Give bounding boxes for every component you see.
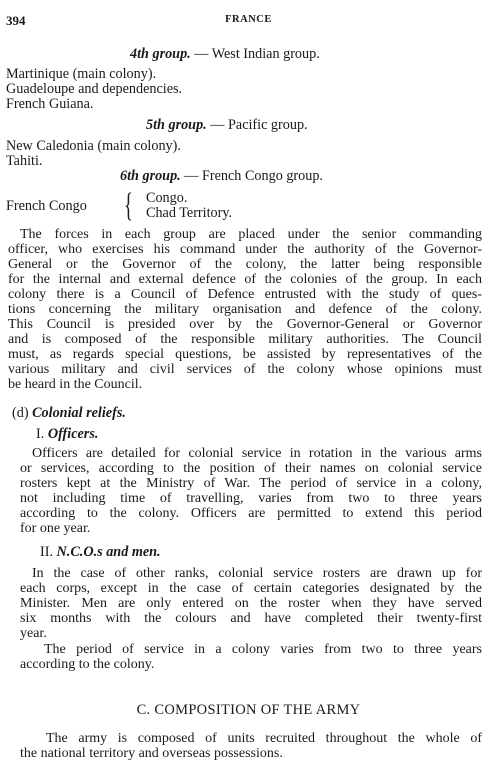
paragraph-line: General or the Governor of the colony, the latter being responsible bbox=[8, 257, 482, 272]
paragraph-line: for one year. bbox=[20, 521, 91, 536]
subsection-title: N.C.O.s and men. bbox=[56, 544, 161, 560]
paragraph-line: Officers are detailed for colonial service in rotation in the various arms bbox=[32, 446, 482, 461]
group4-heading-rest: — West Indian group. bbox=[190, 46, 320, 62]
section-c-title: C. COMPOSITION OF THE ARMY bbox=[136, 702, 361, 718]
running-title: FRANCE bbox=[225, 14, 272, 25]
paragraph-line: The army is composed of units recruited throughout the whole of bbox=[46, 731, 482, 746]
paragraph-line: for the internal and external defence of the colonies of the group. In each bbox=[8, 272, 482, 287]
paragraph-line: must, as regards special questions, be assisted by representatives of the bbox=[8, 347, 482, 362]
paragraph-line: each corps, except in the case of certain categories designated by the bbox=[20, 581, 482, 596]
group5-heading-rest: — Pacific group. bbox=[206, 117, 308, 133]
group5-heading-label: 5th group. bbox=[146, 117, 207, 133]
group6-item: Chad Territory. bbox=[146, 205, 233, 221]
group4-heading-label: 4th group. bbox=[130, 46, 191, 62]
group4-heading bbox=[130, 46, 320, 62]
subsection-numeral: II. bbox=[40, 544, 57, 560]
paragraph-line: or services, according to the position of their names on colonial service bbox=[20, 461, 482, 476]
group6-heading bbox=[120, 168, 323, 184]
paragraph-line: according to the colony. bbox=[20, 657, 155, 672]
page-number: 394 bbox=[6, 13, 26, 28]
paragraph-line: be heard in the Council. bbox=[8, 377, 143, 392]
paragraph-line: the national territory and overseas possessions. bbox=[20, 746, 283, 761]
group5-item: Tahiti. bbox=[6, 153, 43, 169]
paragraph-line: year. bbox=[20, 626, 47, 641]
group5-item: New Caledonia (main colony). bbox=[6, 138, 181, 154]
group6-heading-label: 6th group. bbox=[120, 168, 181, 184]
group4-item: Martinique (main colony). bbox=[6, 66, 157, 82]
group4-item: French Guiana. bbox=[6, 96, 94, 112]
group6-heading-rest: — French Congo group. bbox=[180, 168, 323, 184]
paragraph-line: The forces in each group are placed under the senior commanding bbox=[20, 227, 482, 242]
subsection-officers-heading bbox=[36, 426, 98, 442]
paragraph-line: not including time of travelling, varies from two to three years bbox=[20, 491, 482, 506]
paragraph-line: Minister. Men are only entered on the roster when they have served bbox=[20, 596, 482, 611]
paragraph-line: rosters kept at the Ministry of War. The period of service in a colony, bbox=[20, 476, 482, 491]
subsection-numeral: I. bbox=[36, 426, 48, 442]
paragraph-line: The period of service in a colony varies from two to three years bbox=[44, 642, 482, 657]
paragraph-line: and is composed of the responsible military authorities. The Council bbox=[8, 332, 482, 347]
paragraph-line: colony there is a Council of Defence entrusted with the study of ques- bbox=[8, 287, 482, 302]
paragraph-line: various military and civil services of the colony whose opinions must bbox=[8, 362, 482, 377]
paragraph-line: according to the colony. Officers are permitted to extend this period bbox=[20, 506, 482, 521]
subsection-ncos-heading bbox=[40, 544, 161, 560]
paragraph-line: This Council is presided over by the Governor-General or Governor bbox=[8, 317, 482, 332]
paragraph-line: officer, who exercises his command under the authority of the Governor- bbox=[8, 242, 482, 257]
running-head bbox=[0, 13, 497, 29]
group6-left-item: French Congo bbox=[6, 198, 87, 214]
paragraph-line: six months with the colours and have completed their twenty-first bbox=[20, 611, 482, 626]
section-d-heading bbox=[12, 405, 126, 421]
section-d-label: (d) bbox=[12, 405, 33, 421]
paragraph-line: In the case of other ranks, colonial service rosters are drawn up for bbox=[32, 566, 482, 581]
section-d-title: Colonial reliefs. bbox=[32, 405, 126, 421]
subsection-title: Officers. bbox=[47, 426, 99, 442]
group4-item: Guadeloupe and dependencies. bbox=[6, 81, 183, 97]
group6-item: Congo. bbox=[146, 190, 188, 206]
paragraph-line: tions concerning the military organisation and defence of the colony. bbox=[8, 302, 482, 317]
group5-heading bbox=[146, 117, 308, 133]
brace-glyph: { bbox=[124, 187, 133, 224]
